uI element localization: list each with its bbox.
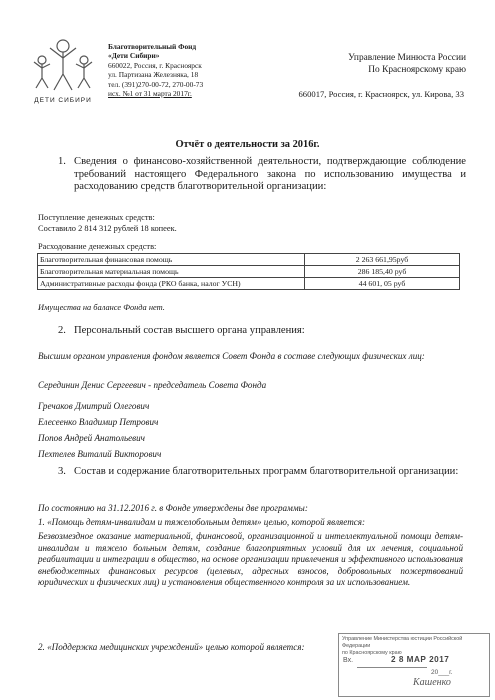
expense-name: Благотворительная материальная помощь (38, 266, 305, 278)
sender-address-1: 660022, Россия, г. Красноярск (108, 60, 202, 70)
program-1-body: Безвозмездное оказание материальной, финансовой, организационной и интеллектуальной помощи детям-инвалидам и тяжело больным детям, создание благоприятных условий для их лечения, социальной реабилитации и интеграции в общество, на основе организации привлечения и эффективного использования внебюджетных финансовых ресурсов (целевых, адресных взносов, добровольных пожертвований юридических и физических лиц) и установления общественного контроля за их использованием. (38, 531, 463, 588)
registration-stamp (338, 633, 490, 697)
sender-name-2: «Дети Сибири» (108, 51, 160, 61)
section-2 (58, 325, 466, 338)
program-1-title: 1. «Помощь детям-инвалидам и тяжелобольным детям» целью, которой является: (38, 517, 366, 527)
recipient-line-1: Управление Минюста России (348, 53, 466, 63)
income-block (38, 213, 458, 234)
recipient-line-2: По Красноярскому краю (368, 65, 466, 76)
expense-name: Административные расходы фонда (РКО банка, налог УСН) (38, 278, 305, 290)
section-3 (58, 466, 466, 479)
expense-value: 2 263 661,95руб (305, 254, 460, 266)
section-3-text: Состав и содержание благотворительных программ благотворительной организации: (74, 466, 459, 477)
income-label: Поступление денежных средств: (38, 213, 155, 222)
section-1-text: Сведения о финансово-хозяйственной деятельности, подтверждающие соблюдение требований настоящего Федерального закона по использованию имущества и расходованию средств благотворительной организации: (74, 156, 466, 193)
sender-block (108, 42, 278, 98)
sender-phone: тел. (391)270-00-72, 270-00-73 (108, 79, 204, 89)
list-item: Пехтелев Виталий Викторович (38, 449, 162, 459)
expenses-table (37, 253, 460, 290)
property-note: Имущества на балансе Фонда нет. (38, 303, 165, 312)
stamp-line (357, 667, 427, 668)
report-title: Отчёт о деятельности за 2016г. (175, 139, 320, 150)
sender-name-1: Благотворительный Фонд (108, 42, 197, 51)
list-item: Гречаков Дмитрий Олегович (38, 401, 150, 411)
recipient-address: 660017, Россия, г. Красноярск, ул. Кирова, 33 (298, 89, 464, 99)
stamp-signature: Кашенко (413, 677, 451, 688)
recipient-block (300, 52, 466, 77)
section-1 (58, 156, 466, 194)
stamp-date: 2 8 МАР 2017 (391, 655, 450, 664)
expenses-label: Расходование денежных средств: (38, 242, 157, 251)
expense-value: 44 601, 05 руб (305, 278, 460, 290)
list-item: Попов Андрей Анатольевич (38, 433, 145, 443)
section-2-text: Персональный состав высшего органа управления: (74, 325, 305, 336)
logo-figures-icon (28, 34, 98, 96)
programs-intro: По состоянию на 31.12.2016 г. в Фонде утверждены две программы: (38, 503, 308, 513)
board-members (38, 398, 338, 462)
program-2-title: 2. «Поддержка медицинских учреждений» целью которой является: (38, 642, 305, 652)
section-1-number: 1. (58, 156, 66, 167)
stamp-line-2: по Красноярскому краю (342, 649, 402, 656)
stamp-line-1: Управление Министерства юстиции Российской Федерации (342, 636, 463, 649)
income-value: Составило 2 814 312 рублей 18 копеек. (38, 223, 177, 233)
table-row (38, 266, 460, 278)
stamp-in-label: Вх. (343, 657, 354, 664)
board-intro: Высшим органом управления фондом является Совет Фонда в составе следующих физических лиц: (38, 351, 425, 361)
stamp-year: 20___г. (431, 669, 453, 676)
expense-name: Благотворительная финансовая помощь (38, 254, 305, 266)
board-chair: Серединин Денис Сергеевич - председатель Совета Фонда (38, 380, 267, 390)
table-row (38, 278, 460, 290)
section-2-number: 2. (58, 325, 66, 336)
list-item: Елесеенко Владимир Петрович (38, 417, 159, 427)
sender-address-2: ул. Партизана Железняка, 18 (108, 70, 199, 80)
section-3-number: 3. (58, 466, 66, 477)
expense-value: 286 185,40 руб (305, 266, 460, 278)
outgoing-number: исх. №1 от 31 марта 2017г. (108, 89, 192, 99)
table-row (38, 254, 460, 266)
logo-text: ДЕТИ СИБИРИ (34, 97, 92, 104)
